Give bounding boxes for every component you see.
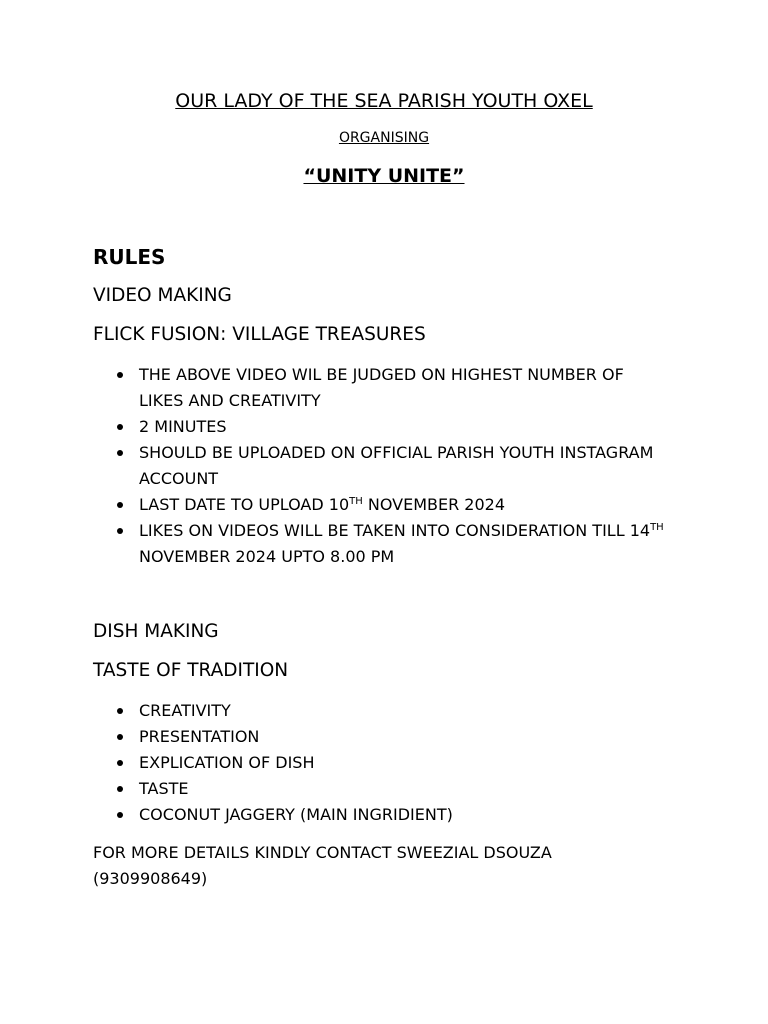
event-title: “UNITY UNITE” [303,165,465,187]
list-item [93,440,673,492]
list-item [93,518,673,570]
video-rule-text: THE ABOVE VIDEO WIL BE JUDGED ON HIGHEST NUMBER OF LIKES AND CREATIVITY [139,365,624,410]
dish-theme: TASTE OF TRADITION [93,660,289,681]
dish-criterion-text: EXPLICATION OF DISH [139,753,315,772]
list-item [93,724,673,750]
list-item [93,362,673,414]
ordinal-suffix: TH [650,522,664,533]
list-item [93,750,673,776]
contact-details: FOR MORE DETAILS KINDLY CONTACT SWEEZIAL DSOUZA (9309908649) [93,843,552,888]
dish-criterion-text: CREATIVITY [139,701,231,720]
parish-title: OUR LADY OF THE SEA PARISH YOUTH OXEL [175,90,593,112]
video-rule-text: LIKES ON VIDEOS WILL BE TAKEN INTO CONSIDERATION TILL 14 [139,521,651,540]
list-item [93,776,673,802]
dish-criterion-text: COCONUT JAGGERY (MAIN INGRIDIENT) [139,805,453,824]
dish-category: DISH MAKING [93,621,219,642]
video-category: VIDEO MAKING [93,285,232,306]
list-item [93,492,673,518]
dish-criterion-text: TASTE [139,779,189,798]
video-rule-text: 2 MINUTES [139,417,227,436]
video-rule-text: NOVEMBER 2024 [362,495,506,514]
organising-label: ORGANISING [338,130,430,146]
list-item [93,414,673,440]
video-theme: FLICK FUSION: VILLAGE TREASURES [93,324,426,345]
dish-criteria-list [93,698,673,828]
list-item [93,802,673,828]
video-rule-text: NOVEMBER 2024 UPTO 8.00 PM [139,547,395,566]
video-rules-list [93,362,673,570]
list-item [93,698,673,724]
video-rule-text: SHOULD BE UPLOADED ON OFFICIAL PARISH YOUTH INSTAGRAM ACCOUNT [139,443,654,488]
ordinal-suffix: TH [349,496,363,507]
dish-criterion-text: PRESENTATION [139,727,260,746]
video-rule-text: LAST DATE TO UPLOAD 10 [139,495,350,514]
rules-heading: RULES [93,245,166,269]
